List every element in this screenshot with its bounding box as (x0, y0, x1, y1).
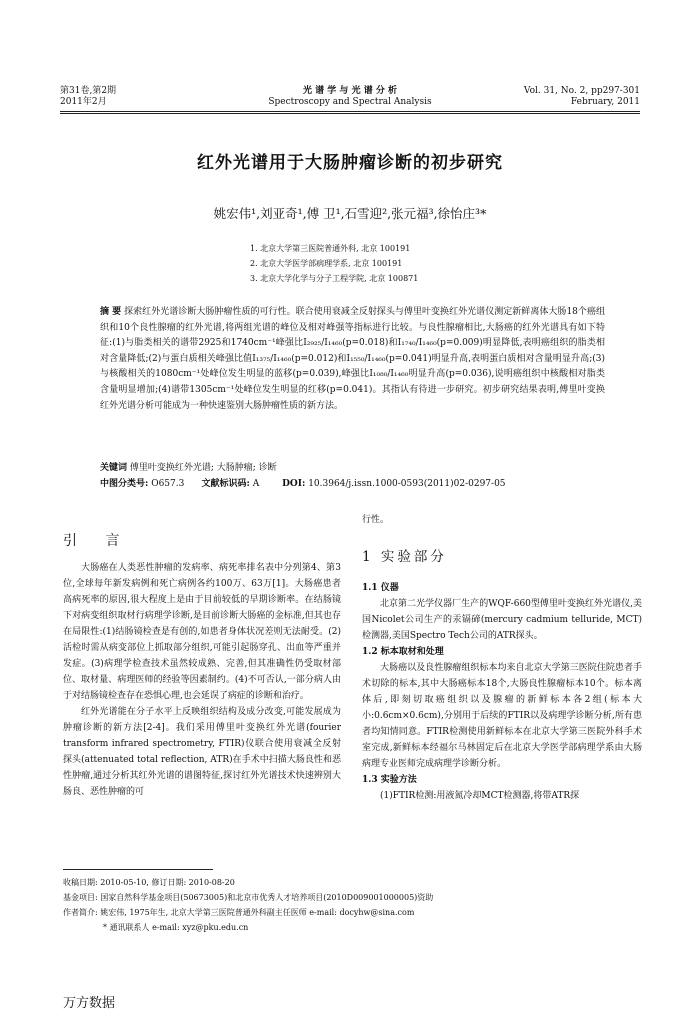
authors: 姚宏伟¹,刘亚奇¹,傅 卫¹,石雪迎²,张元福³,徐怡庄³* (213, 206, 487, 221)
header-rule-2 (60, 113, 640, 114)
subsection-text: 北京第二光学仪器厂生产的WQF-660型傅里叶变换红外光谱仪,美国Nicolet公司生产的汞镉碲(mercury cadmium telluride, MCT)检测器,美国Spectro Tech公司的ATR探头。 (362, 599, 642, 641)
subsection-heading: 1.3 实验方法 (362, 775, 417, 785)
abstract-label: 摘 要 (100, 307, 122, 317)
footnotes (63, 875, 643, 935)
doi-label: DOI: (282, 479, 306, 489)
subsection-heading: 1.1 仪器 (362, 583, 399, 593)
affiliation-2: 2. 北京大学医学部病理学系, 北京 100191 (250, 259, 403, 268)
intro-paragraph: 红外光谱能在分子水平上反映组织结构及成分改变,可能发展成为肿瘤诊断的新方法[2-4]。我们采用傅里叶变换红外光谱(fourier transform infrared spectrometry, FTIR)仪联合使用衰减全反射探头(attenuated total reflection, ATR)在手术中扫描大肠良性和恶性肿瘤,通过分析其红外光谱的谱图特征,探讨红外光谱技术快速辨别大肠良、恶性肿瘤的可 (63, 707, 341, 797)
affiliations (250, 241, 418, 286)
clc-label: 中图分类号: (100, 479, 149, 489)
intro-paragraph: 大肠癌在人类恶性肿瘤的发病率、病死率排名表中分列第4、第3位,全球每年新发病例和死亡病例各约100万、63万[1]。大肠癌患者高病死率的原因,很大程度上是由于目前较低的早期诊断率。在结肠镜下对病变组织取材行病理学诊断,是目前诊断大肠癌的金标准,但其也存在局限性:(1)结肠镜检查是有创的,如患者身体状况差则无法耐受。(2)活检时需从病变部位上抓取部分组织,可能引起肠穿孔、出血等严重并发症。(3)病理学检查技术虽然较成熟、完善,但其准确性仍受取材部位、取材量、病理医师的经验等因素制约。(4)不可否认,一部分病人由于对结肠镜检查存在恐惧心理,也会延误了病症的诊断和治疗。 (63, 563, 341, 701)
clc-value: O657.3 (151, 479, 185, 489)
issue-date-en: February, 2011 (570, 97, 640, 107)
abstract (100, 305, 605, 414)
paper-title: 红外光谱用于大肠肿瘤诊断的初步研究 (197, 153, 503, 173)
doc-code-value: A (252, 479, 260, 489)
author-bio: 作者简介: 姚宏伟, 1975年生, 北京大学第三医院普通外科副主任医师 e-mail: docyhw@sina.com (63, 908, 415, 917)
watermark: 万方数据 (63, 996, 116, 1011)
issue-info-en (524, 86, 640, 108)
header-rule (60, 111, 640, 112)
volume-pages: Vol. 31, No. 2, pp297-301 (523, 86, 640, 96)
issue-date: 2011年2月 (60, 97, 107, 107)
subsection-text: (1)FTIR检测:用液氮冷却MCT检测器,将带ATR探 (380, 791, 580, 801)
doi-value: 10.3964/j.issn.1000-0593(2011)02-0297-05 (308, 479, 506, 489)
journal-name-en: Spectroscopy and Spectral Analysis (268, 97, 432, 107)
journal-name-cn: 光 谱 学 与 光 谱 分 析 (303, 86, 397, 96)
affiliation-1: 1. 北京大学第三医院普通外科, 北京 100191 (250, 244, 411, 253)
keywords-text: 傅里叶变换红外光谱; 大肠肿瘤; 诊断 (129, 463, 277, 473)
volume-issue: 第31卷,第2期 (60, 86, 117, 96)
corresponding-author: * 通讯联系人 e-mail: xyz@pku.edu.cn (103, 923, 249, 932)
section-1-heading: 1 实验部分 (362, 549, 447, 565)
received-date: 收稿日期: 2010-05-10, 修订日期: 2010-08-20 (63, 878, 235, 887)
footnote-rule (63, 869, 213, 870)
affiliation-3: 3. 北京大学化学与分子工程学院, 北京 100871 (250, 274, 419, 283)
subsection-text: 大肠癌以及良性腺瘤组织标本均来自北京大学第三医院住院患者手术切除的标本,其中大肠癌标本18个,大肠良性腺瘤标本10个。标本离体后,即刻切取癌组织以及腺瘤的新鲜标本各2组(标本大小:0.6cm×0.6cm),分别用于后续的FTIR以及病理学诊断分析,所有患者均知情同意。FTIR检测使用新鲜标本在北京大学第三医院外科手术室完成,新鲜标本经福尔马林固定后在北京大学医学部病理学系由大肠病理专业医师完成病理学诊断分析。 (362, 663, 642, 769)
introduction-heading: 引 言 (63, 533, 132, 549)
keywords-label: 关键词 (100, 463, 128, 473)
doc-code-label: 文献标识码: (201, 479, 250, 489)
subsection-heading: 1.2 标本取材和处理 (362, 647, 444, 657)
introduction-body (63, 560, 341, 800)
fund-info: 基金项目: 国家自然科学基金项目(50673005)和北京市优秀人才培养项目(2010D009001000005)资助 (63, 893, 434, 902)
section-1-body (362, 580, 642, 804)
abstract-text: 探索红外光谱诊断大肠肿瘤性质的可行性。联合使用衰减全反射探头与傅里叶变换红外光谱仪测定新鲜离体大肠18个癌组织和10个良性腺瘤的红外光谱,将两组光谱的峰位及相对峰强等指标进行比较。与良性腺瘤相比,大肠癌的红外光谱具有如下特征:(1)与脂类相关的谱带2925和1740cm⁻¹峰强比I₂₉₂₅/I₁₄₆₀(p=0.018)和I₁₇₄₀/I₁₄₆₀(p=0.009)明显降低,表明癌组织的脂类相对含量降低;(2)与蛋白质相关峰强比值I₁₃₇₅/I₁₄₆₀(p=0.012)和I₁₅₅₀/I₁₄₆₀(p=0.041)明显升高,表明蛋白质相对含量明显升高;(3)与核酸相关的1080cm⁻¹处峰位发生明显的蓝移(p=0.039),峰强比I₁₀₈₀/I₁₄₆₀明显升高(p=0.036),说明癌组织中核酸相对脂类含量明显增加;(4)谱带1305cm⁻¹处峰位发生明显的红移(p=0.041)。其指认有待进一步研究。初步研究结果表明,傅里叶变换红外光谱分析可能成为一种快速鉴别大肠肿瘤性质的新方法。 (100, 307, 605, 411)
right-col-continuation: 行性。 (362, 515, 390, 525)
keywords-block (100, 460, 605, 492)
